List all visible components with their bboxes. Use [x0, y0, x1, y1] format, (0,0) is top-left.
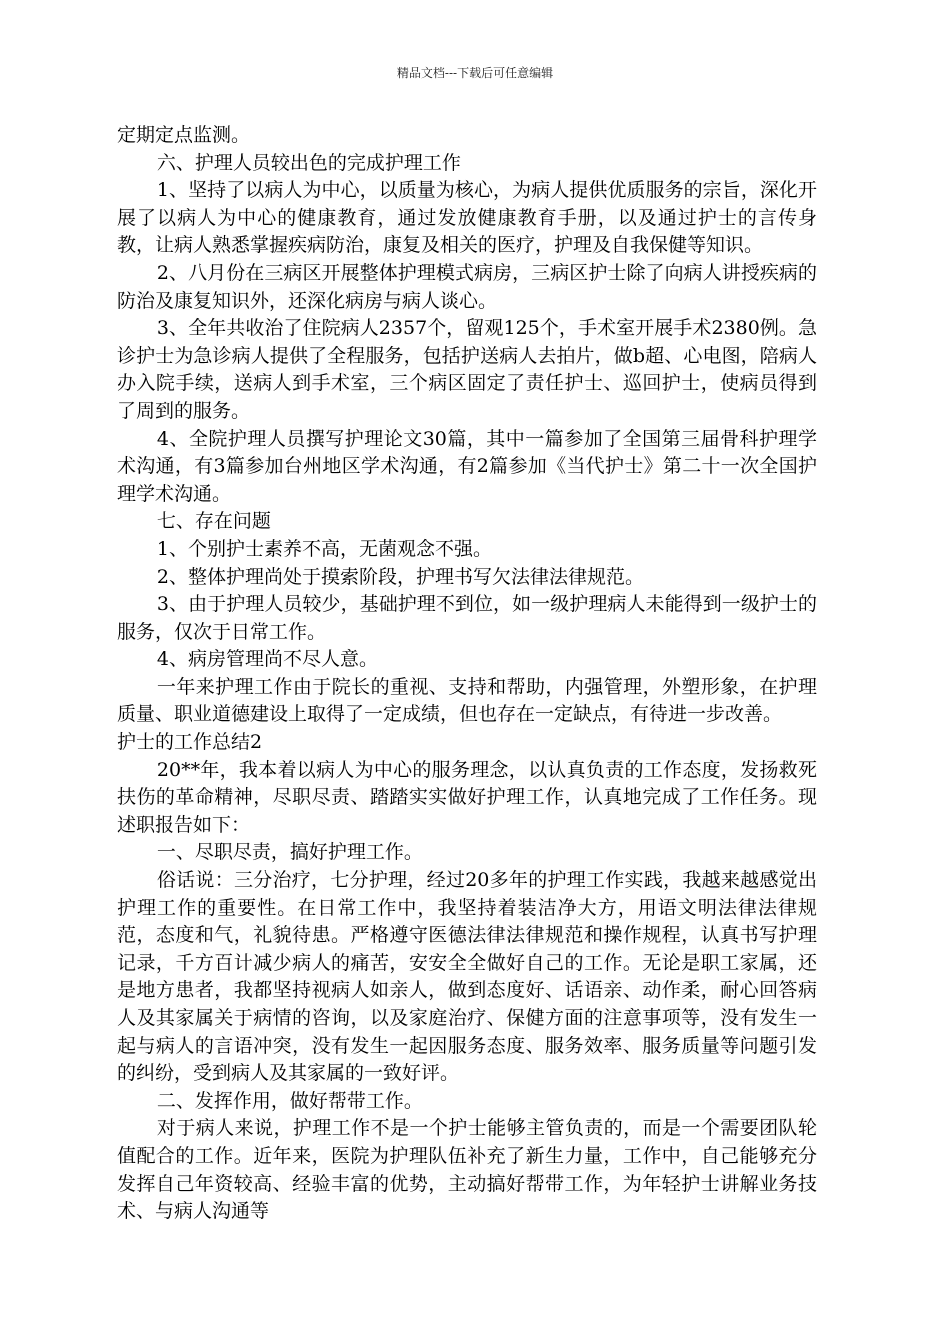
page-header: 精品文档---下载后可任意编辑: [396, 66, 554, 80]
paragraph: 20**年，我本着以病人为中心的服务理念，以认真负责的工作态度，发扬救死扶伤的革命精神，尽职尽责、踏踏实实做好护理工作，认真地完成了工作任务。现述职报告如下：: [117, 758, 817, 836]
paragraph: 定期定点监测。: [117, 124, 251, 146]
section-heading: 二、发挥作用，做好帮带工作。: [156, 1089, 423, 1112]
paragraph: 俗话说：三分治疗，七分护理，经过20多年的护理工作实践，我越来越感觉出护理工作的重要性。在日常工作中，我坚持着装洁净大方，用语文明法律法律规范，态度和气，礼貌待患。严格遵守医德法律法律规范和操作规程，认真书写护理记录，千方百计减少病人的痛苦，安安全全做好自己的工作。无论是职工家属，还是地方患者，我都坚持视病人如亲人，做到态度好、话语亲、动作柔，耐心回答病人及其家属关于病情的咨询，以及家庭治疗、保健方面的注意事项等，没有发生一起与病人的言语冲突，没有发生一起因服务态度、服务效率、服务质量等问题引发的纠纷，受到病人及其家属的一致好评。: [117, 869, 817, 1085]
paragraph: 1、个别护士素养不高，无菌观念不强。: [156, 537, 492, 560]
document-body: [117, 122, 817, 1226]
document-title: 护士的工作总结2: [117, 731, 263, 754]
paragraph: 一年来护理工作由于院长的重视、支持和帮助，内强管理，外塑形象，在护理质量、职业道德建设上取得了一定成绩，但也存在一定缺点，有待进一步改善。: [117, 675, 817, 726]
section-heading: 六、护理人员较出色的完成护理工作: [156, 151, 461, 174]
paragraph: 2、整体护理尚处于摸索阶段，护理书写欠法律法律规范。: [156, 565, 644, 588]
section-heading: 一、尽职尽责，搞好护理工作。: [156, 841, 423, 864]
section-heading: 七、存在问题: [156, 510, 271, 533]
paragraph: 1、坚持了以病人为中心，以质量为核心，为病人提供优质服务的宗旨，深化开展了以病人为中心的健康教育，通过发放健康教育手册，以及通过护士的言传身教，让病人熟悉掌握疾病防治，康复及相关的医疗，护理及自我保健等知识。: [117, 179, 817, 257]
paragraph: 4、全院护理人员撰写护理论文30篇，其中一篇参加了全国第三届骨科护理学术沟通，有3篇参加台州地区学术沟通，有2篇参加《当代护士》第二十一次全国护理学术沟通。: [117, 427, 817, 505]
paragraph: 4、病房管理尚不尽人意。: [156, 648, 378, 671]
paragraph: 对于病人来说，护理工作不是一个护士能够主管负责的，而是一个需要团队轮值配合的工作。近年来，医院为护理队伍补充了新生力量，工作中，自己能够充分发挥自己年资较高、经验丰富的优势，主动搞好帮带工作，为年轻护士讲解业务技术、与病人沟通等: [117, 1117, 817, 1223]
paragraph: 3、全年共收治了住院病人2357个，留观125个，手术室开展手术2380例。急诊护士为急诊病人提供了全程服务，包括护送病人去拍片，做b超、心电图，陪病人办入院手续，送病人到手术室，三个病区固定了责任护士、巡回护士，使病员得到了周到的服务。: [117, 317, 817, 422]
paragraph: 2、八月份在三病区开展整体护理模式病房，三病区护士除了向病人讲授疾病的防治及康复知识外，还深化病房与病人谈心。: [117, 261, 817, 312]
paragraph: 3、由于护理人员较少，基础护理不到位，如一级护理病人未能得到一级护士的服务，仅次于日常工作。: [117, 593, 817, 643]
